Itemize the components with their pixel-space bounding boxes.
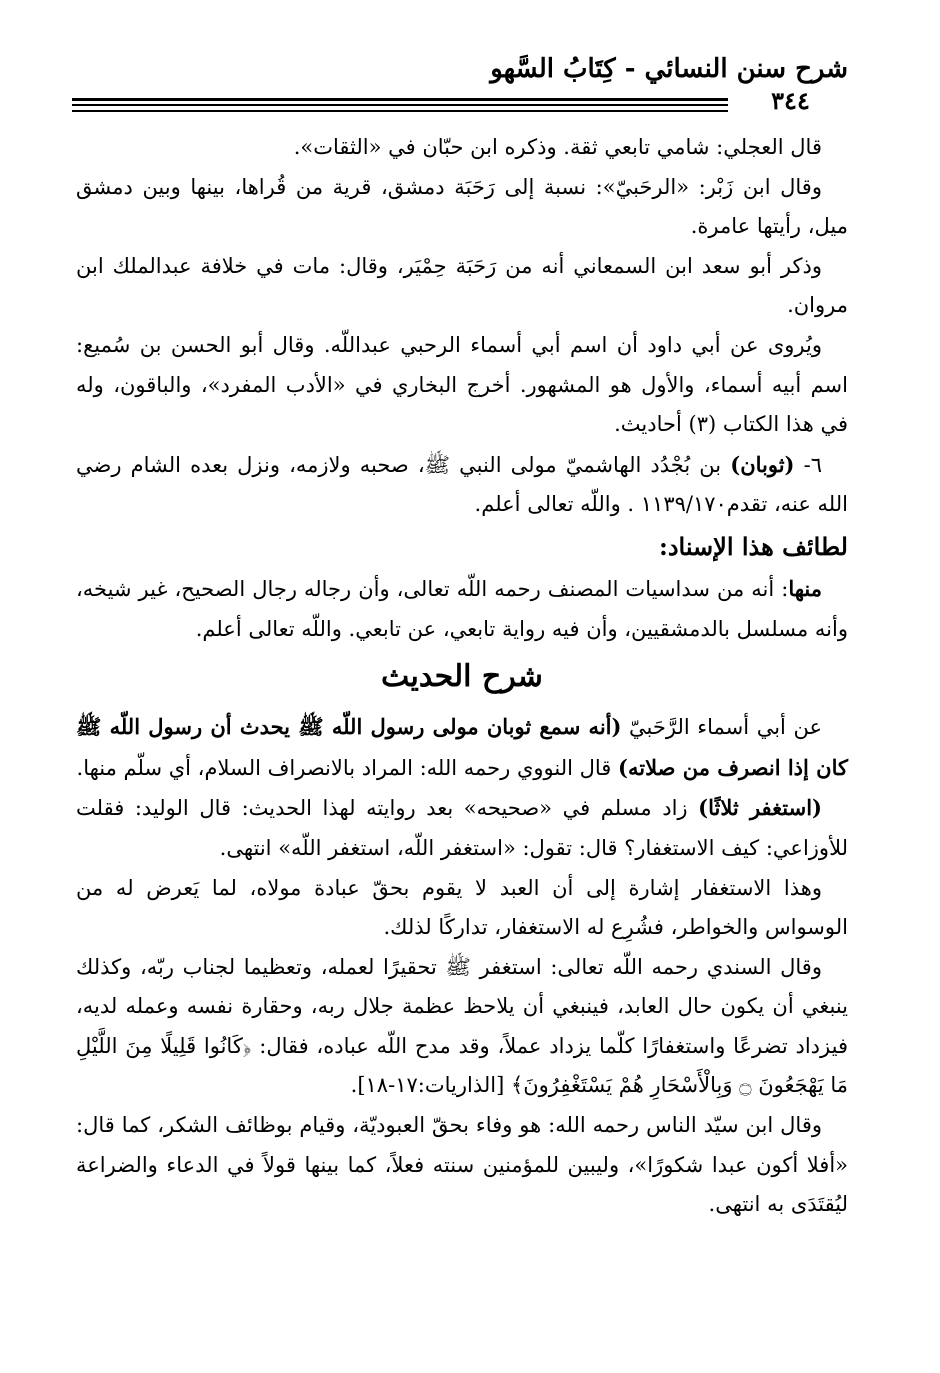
lead-word: منها: [788, 575, 822, 601]
paragraph-lataif: منها: أنه من سداسيات المصنف رحمه اللّه تعالى، وأن رجاله رجال الصحيح، غير شيخه، وأنه مسلسل بالدمشقيين، وأن فيه رواية تابعي، عن تابعي. واللّه تعالى أعلم.: [76, 575, 848, 641]
page-body: [76, 128, 848, 1225]
header-rule: [72, 104, 728, 106]
hadith-quote: (أنه سمع ثوبان مولى رسول اللّه ﷺ يحدث أن رسول اللّه ﷺ كان إذا انصرف من صلاته): [76, 714, 848, 780]
page-header: [72, 50, 848, 115]
narrator-name: (ثوبان): [730, 451, 795, 477]
header-rule: [72, 110, 728, 112]
section-heading-isnad: لطائف هذا الإسناد:: [658, 531, 848, 561]
paragraph-samani: وذكر أبو سعد ابن السمعاني أنه من رَحَبَة حِمْيَر، وقال: مات في خلافة عبدالملك ابن مروان.: [76, 253, 848, 318]
paragraph-sindi: وقال السندي رحمه اللّه تعالى: استغفر ﷺ تحقيرًا لعمله، وتعظيما لجناب ربّه، وكذلك ينبغي أن يكون حال العابد، فينبغي أن يلاحظ عظمة جلال ربه، وحقارة نفسه وعمله لديه، فيزداد تضرعًا واستغفارًا كلّما يزداد عملاً، وقد مدح اللّه عباده، فقال: ﴿كَانُوا قَلِيلًا مِنَ اللَّيْلِ مَا يَهْجَعُونَ ۝ وَبِالْأَسْحَارِ هُمْ يَسْتَغْفِرُونَ﴾ [الذاريات:١٧-١٨].: [76, 954, 848, 1098]
paragraph-istighfar: (استغفر ثلاثًا) زاد مسلم في «صحيحه» بعد روايته لهذا الحديث: قال الوليد: فقلت للأوزاعي: كيف الاستغفار؟ قال: تقول: «استغفر اللّه، استغفر اللّه» انتهى.: [76, 795, 848, 860]
paragraph-ibn-zabr: وقال ابن زَبْر: «الرحَبيّ»: نسبة إلى رَحَبَة دمشق، قرية من قُراها، بينها وبين دمشق ميل، رأيتها عامرة.: [76, 174, 848, 239]
paragraph-abu-dawud: ويُروى عن أبي داود أن اسم أبي أسماء الرحبي عبداللّه. وقال أبو الحسن بن سُميع: اسم أبيه أسماء، والأول هو المشهور. أخرج البخاري في «الأدب المفرد»، والباقون، وله في هذا الكتاب (٣) أحاديث.: [76, 332, 848, 437]
page-number: ٣٤٤: [771, 86, 810, 115]
paragraph-ishara: وهذا الاستغفار إشارة إلى أن العبد لا يقوم بحقّ عبادة مولاه، لما يَعرض له من الوسواس والخواطر، فشُرِع له الاستغفار، تداركًا لذلك.: [76, 875, 848, 940]
header-rule: [72, 98, 728, 101]
narrator-number: ٦-: [794, 452, 822, 477]
running-title: شرح سنن النسائي - كِتَابُ السَّهو: [490, 54, 848, 84]
section-heading-sharh: شرح الحديث: [381, 659, 543, 695]
hadith-quote: (استغفر ثلاثًا): [698, 795, 822, 821]
paragraph-ibn-sayyid: وقال ابن سيّد الناس رحمه الله: هو وفاء بحقّ العبوديّة، وقيام بوظائف الشكر، كما قال: «أفلا أكون عبدا شكورًا»، وليبين للمؤمنين سنته فعلاً، كما بينها قولاً في الدعاء والضراعة ليُقتَدَى به انتهى.: [76, 1113, 848, 1217]
paragraph-thawban: ٦- (ثوبان) بن بُجْدُد الهاشميّ مولى النبي ﷺ، صحبه ولازمه، ونزل بعده الشام رضي الله عنه، تقدم١١٣٩/١٧٠ . واللّه تعالى أعلم.: [76, 451, 848, 517]
paragraph-hadith-text: عن أبي أسماء الرَّحَبيّ (أنه سمع ثوبان مولى رسول اللّه ﷺ يحدث أن رسول اللّه ﷺ كان إذا انصرف من صلاته) قال النووي رحمه الله: المراد بالانصراف السلام، أي سلّم منها.: [76, 714, 848, 780]
paragraph-ijli: قال العجلي: شامي تابعي ثقة. وذكره ابن حبّان في «الثقات».: [293, 135, 822, 159]
